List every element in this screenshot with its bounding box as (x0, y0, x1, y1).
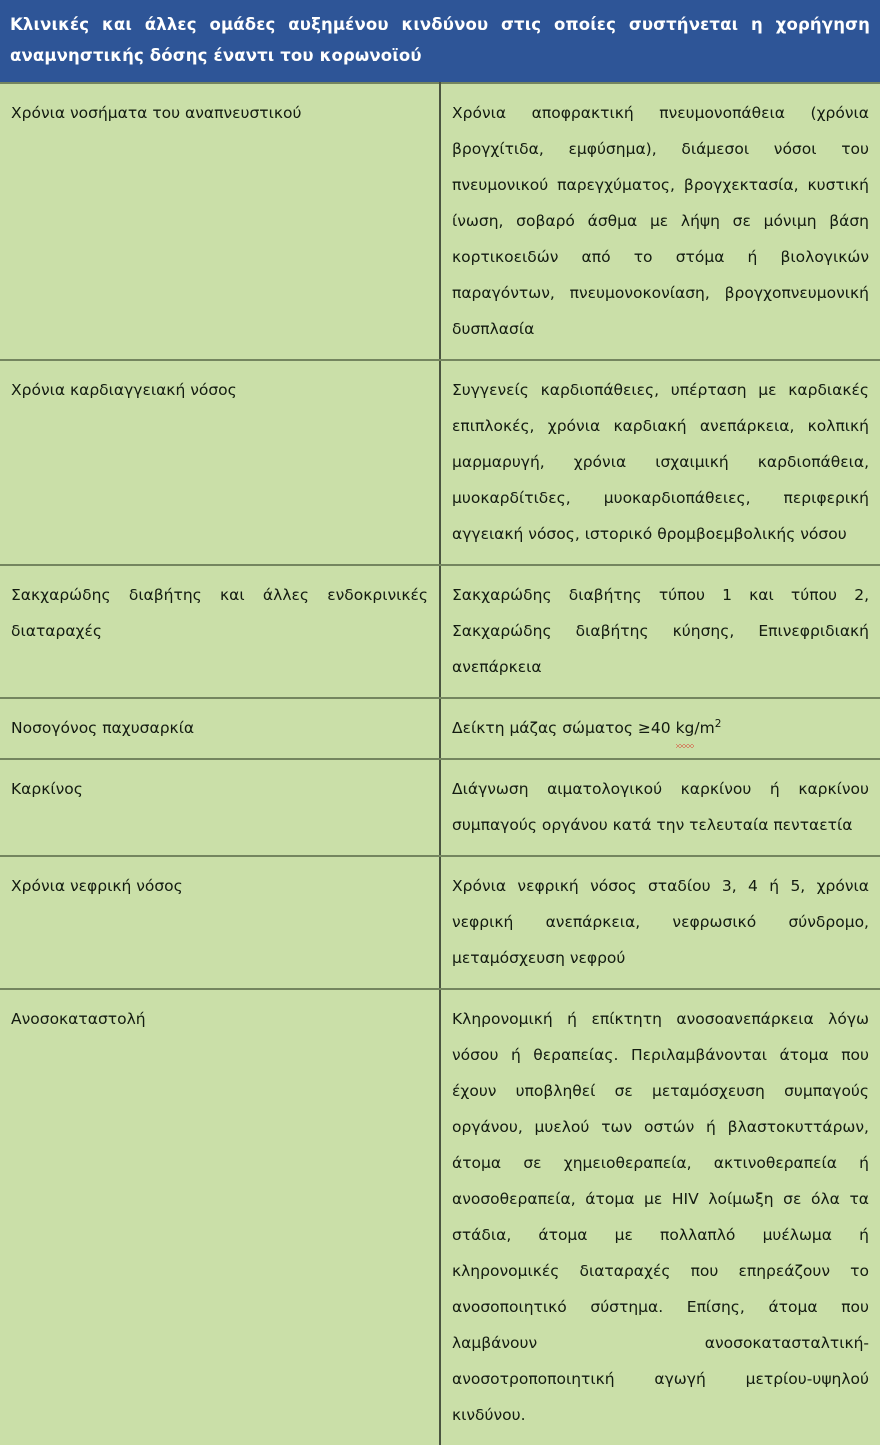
row-category-obesity (0, 698, 440, 759)
table-header-row (0, 0, 880, 83)
table-row (0, 360, 880, 565)
description-text: Χρόνια νεφρική νόσος σταδίου 3, 4 ή 5, χρόνια νεφρική ανεπάρκεια, νεφρωσικό σύνδρομο, μεταμόσχευση νεφρού (452, 877, 869, 967)
row-description-diabetes-endocrine (440, 565, 880, 698)
row-description-kidney (440, 856, 880, 989)
category-label: Χρόνια καρδιαγγειακή νόσος (11, 381, 237, 399)
category-label: Νοσογόνος παχυσαρκία (11, 719, 195, 737)
table-header-cell (0, 0, 880, 83)
row-description-cardiovascular (440, 360, 880, 565)
category-label: Χρόνια νοσήματα του αναπνευστικού (11, 104, 302, 122)
category-label: Σακχαρώδης διαβήτης και άλλες ενδοκρινικές διαταραχές (11, 586, 428, 640)
bmi-unit-suffix: /m (694, 719, 715, 737)
row-description-obesity (440, 698, 880, 759)
table-row (0, 698, 880, 759)
description-text: Διάγνωση αιματολογικού καρκίνου ή καρκίνου συμπαγούς οργάνου κατά την τελευταία πενταετία (452, 780, 869, 834)
row-description-respiratory (440, 83, 880, 360)
table-row (0, 759, 880, 856)
description-text: Συγγενείς καρδιοπάθειες, υπέρταση με καρδιακές επιπλοκές, χρόνια καρδιακή ανεπάρκεια, κολπική μαρμαρυγή, χρόνια ισχαιμική καρδιοπάθεια, μυοκαρδίτιδες, μυοκαρδιοπάθειες, περιφερική αγγειακή νόσος, ιστορικό θρομβοεμβολικής νόσου (452, 381, 869, 543)
row-category-diabetes-endocrine (0, 565, 440, 698)
table-title-line-2: αναμνηστικής δόσης έναντι του κορωνοϊού (10, 46, 422, 65)
category-label: Χρόνια νεφρική νόσος (11, 877, 183, 895)
description-text: Χρόνια αποφρακτική πνευμονοπάθεια (χρόνια βρογχίτιδα, εμφύσημα), διάμεσοι νόσοι του πνευμονικού παρεγχύματος, βρογχεκτασία, κυστική ίνωση, σοβαρό άσθμα με λήψη σε μόνιμη βάση κορτικοειδών από το στόμα ή βιολογικών παραγόντων, πνευμονοκονίαση, βρογχοπνευμονική δυσπλασία (452, 104, 869, 338)
table-title (10, 9, 870, 71)
row-category-kidney (0, 856, 440, 989)
table-row (0, 856, 880, 989)
table-title-line-1: Κλινικές και άλλες ομάδες αυξημένου κινδύνου στις οποίες συστήνεται η χορήγηση (10, 15, 870, 34)
row-category-immunosuppression (0, 989, 440, 1445)
row-category-cardiovascular (0, 360, 440, 565)
table-row (0, 989, 880, 1445)
description-text: Κληρονομική ή επίκτητη ανοσοανεπάρκεια λόγω νόσου ή θεραπείας. Περιλαμβάνονται άτομα που έχουν υποβληθεί σε μεταμόσχευση συμπαγούς οργάνου, μυελού των οστών ή βλαστοκυττάρων, άτομα σε χημειοθεραπεία, ακτινοθεραπεία ή ανοσοθεραπεία, άτομα με HIV λοίμωξη σε όλα τα στάδια, άτομα με πολλαπλό μυέλωμα ή κληρονομικές διαταραχές που επηρεάζουν το ανοσοποιητικό σύστημα. Επίσης, άτομα που λαμβάνουν ανοσοκατασταλτική- ανοσοτροποποιητική αγωγή μετρίου-υψηλού κινδύνου. (452, 1010, 869, 1424)
table-row (0, 565, 880, 698)
category-label: Ανοσοκαταστολή (11, 1010, 146, 1028)
row-category-respiratory (0, 83, 440, 360)
bmi-text: Δείκτη μάζας σώματος ≥40 (452, 719, 676, 737)
row-description-immunosuppression (440, 989, 880, 1445)
spellcheck-underlined-word: kg (676, 710, 695, 746)
table-row (0, 83, 880, 360)
row-description-cancer (440, 759, 880, 856)
bmi-superscript: 2 (714, 717, 722, 730)
category-label: Καρκίνος (11, 780, 83, 798)
row-category-cancer (0, 759, 440, 856)
description-text (452, 710, 869, 746)
description-text: Σακχαρώδης διαβήτης τύπου 1 και τύπου 2, Σακχαρώδης διαβήτης κύησης, Επινεφριδιακή ανεπάρκεια (452, 586, 869, 676)
